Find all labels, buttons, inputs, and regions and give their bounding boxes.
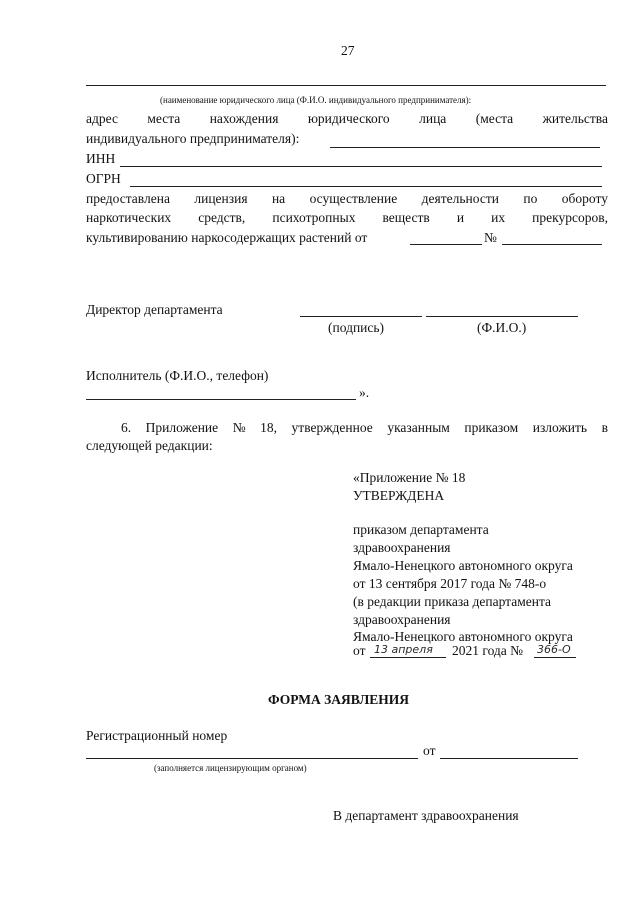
item6-line-2: следующей редакции: [86, 438, 213, 453]
handwritten-number: 366-О [537, 643, 571, 656]
registration-fill-line [86, 758, 418, 759]
handwritten-number-line [534, 657, 576, 658]
word: предоставлена [86, 191, 170, 206]
closing-quote: ». [359, 385, 370, 400]
word: изложить [532, 420, 588, 435]
addressee: В департамент здравоохранения [333, 808, 519, 823]
license-number-sign: № [484, 230, 497, 245]
approved-label: УТВЕРЖДЕНА [353, 488, 445, 503]
word: на [271, 191, 286, 206]
word: лицензия [194, 191, 248, 206]
word: 6. [121, 420, 132, 435]
word: места [147, 111, 181, 126]
word: нахождения [209, 111, 279, 126]
approval-last-prefix: от [353, 643, 366, 658]
registration-date-line [440, 758, 578, 759]
registration-label: Регистрационный номер [86, 728, 228, 743]
word: Приложение [145, 420, 219, 435]
approval-line: Ямало-Ненецкого автономного округа [353, 558, 573, 573]
signature-line [300, 316, 422, 317]
handwritten-date: 13 апреля [374, 643, 433, 656]
word: обороту [561, 191, 608, 206]
approval-line: здравоохранения [353, 612, 451, 627]
word: адрес [86, 111, 118, 126]
ogrn-label: ОГРН [86, 171, 121, 186]
word: средств, [198, 210, 246, 225]
filled-by-caption: (заполняется лицензирующим органом) [154, 763, 307, 773]
fio-line [426, 316, 578, 317]
address-fill-line [330, 147, 600, 148]
license-number-line [502, 244, 602, 245]
word: их [491, 210, 506, 225]
fio-caption: (Ф.И.О.) [477, 320, 527, 335]
word: прекурсоров, [532, 210, 608, 225]
item6-line-1 [121, 420, 608, 436]
licensee-name-caption: (наименование юридического лица (Ф.И.О. индивидуального предпринимателя): [160, 95, 472, 105]
license-date-line [410, 244, 482, 245]
executor-fill-line [86, 399, 356, 400]
word: жительства [542, 111, 608, 126]
license-line-3: культивированию наркосодержащих растений от [86, 230, 368, 245]
word: в [601, 420, 608, 435]
word: веществ [382, 210, 430, 225]
page-number: 27 [341, 43, 355, 58]
inn-fill-line [120, 166, 602, 167]
approval-line: здравоохранения [353, 540, 451, 555]
word: психотропных [272, 210, 356, 225]
word: деятельности [421, 191, 499, 206]
handwritten-date-line [370, 657, 446, 658]
word: указанным [387, 420, 450, 435]
word: и [456, 210, 465, 225]
executor-label: Исполнитель (Ф.И.О., телефон) [86, 368, 269, 383]
address-line-1 [86, 111, 608, 127]
signature-caption: (подпись) [328, 320, 385, 335]
approval-line: от 13 сентября 2017 года № 748-о [353, 576, 547, 591]
word: (места [475, 111, 514, 126]
word: приказом [464, 420, 519, 435]
word: лица [419, 111, 447, 126]
word: № [232, 420, 246, 435]
form-title: ФОРМА ЗАЯВЛЕНИЯ [268, 692, 410, 707]
word: юридического [307, 111, 390, 126]
address-line-2: индивидуального предпринимателя): [86, 131, 300, 146]
word: наркотических [86, 210, 172, 225]
approval-line: приказом департамента [353, 522, 489, 537]
appendix-label: «Приложение № 18 [353, 470, 466, 485]
licensee-name-line [86, 85, 606, 86]
approval-last-mid: 2021 года № [452, 643, 524, 658]
word: по [523, 191, 538, 206]
word: утвержденное [291, 420, 373, 435]
director-label: Директор департамента [86, 302, 223, 317]
inn-label: ИНН [86, 151, 116, 166]
approval-line: Ямало-Ненецкого автономного округа [353, 629, 573, 644]
license-line-2 [86, 210, 608, 226]
word: осуществление [309, 191, 398, 206]
license-line-1 [86, 191, 608, 207]
word: 18, [260, 420, 277, 435]
ogrn-fill-line [130, 186, 602, 187]
registration-from-label: от [423, 743, 436, 758]
approval-line: (в редакции приказа департамента [353, 594, 552, 609]
